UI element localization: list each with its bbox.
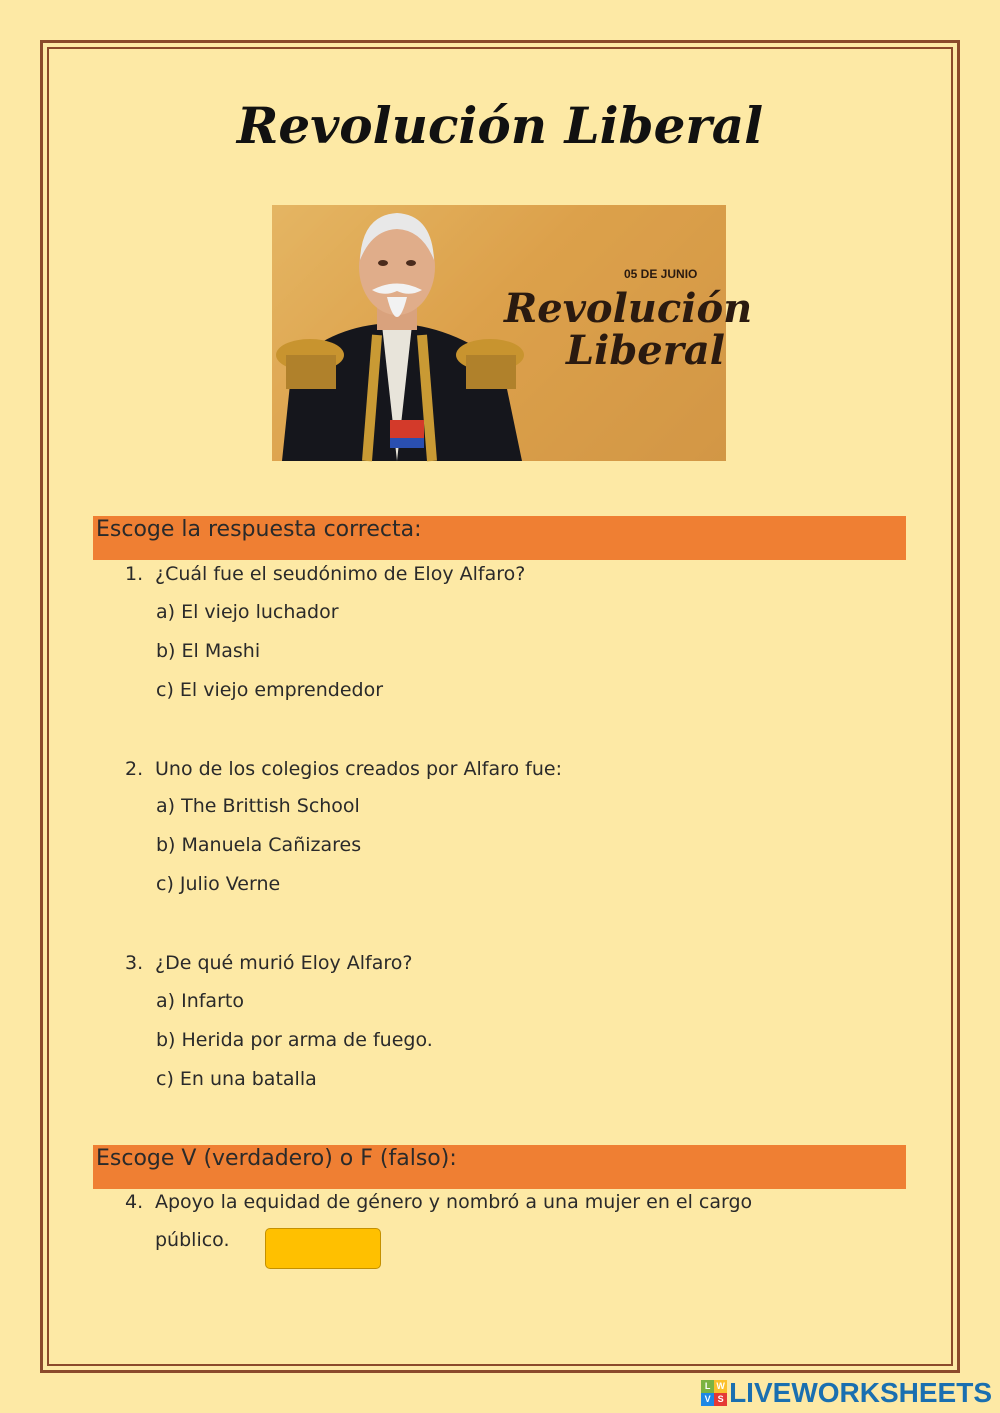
question-number: 2. (125, 758, 144, 780)
q2-option-c[interactable]: c) Julio Verne (156, 873, 281, 895)
q1-option-a[interactable]: a) El viejo luchador (156, 601, 339, 623)
hero-image (272, 205, 753, 461)
hero-title-line1: Revolución (504, 285, 753, 332)
q1-option-c[interactable]: c) El viejo emprendedor (156, 679, 384, 701)
question-number: 1. (125, 563, 144, 585)
question-number: 4. (125, 1191, 144, 1213)
brand-name: LIVEWORKSHEETS (729, 1377, 992, 1408)
question-text: ¿Cuál fue el seudónimo de Eloy Alfaro? (155, 563, 526, 585)
q3-option-b[interactable]: b) Herida por arma de fuego. (156, 1029, 433, 1051)
liveworksheets-icon: L W V S (701, 1380, 727, 1406)
question-number: 3. (125, 952, 144, 974)
hero-date: 05 DE JUNIO (624, 267, 698, 281)
liveworksheets-logo (701, 1377, 992, 1409)
page-title: Revolución Liberal (236, 96, 764, 155)
section-heading-text: Escoge V (verdadero) o F (falso): (96, 1146, 457, 1171)
section-heading-text: Escoge la respuesta correcta: (96, 517, 422, 542)
q1-option-b[interactable]: b) El Mashi (156, 640, 261, 662)
true-false-answer-box[interactable] (265, 1228, 381, 1269)
q2-option-a[interactable]: a) The Brittish School (156, 795, 360, 817)
hero-title-line2: Liberal (566, 327, 725, 374)
question-text: Uno de los colegios creados por Alfaro fue: (155, 758, 563, 780)
question-text: Apoyo la equidad de género y nombró a una mujer en el cargo (155, 1191, 753, 1213)
q3-option-a[interactable]: a) Infarto (156, 990, 244, 1012)
question-text: ¿De qué murió Eloy Alfaro? (155, 952, 413, 974)
question-4-continued: público. (155, 1229, 230, 1251)
q2-option-b[interactable]: b) Manuela Cañizares (156, 834, 362, 856)
section-heading-multiple-choice (93, 516, 906, 560)
q3-option-c[interactable]: c) En una batalla (156, 1068, 317, 1090)
section-heading-true-false (93, 1145, 906, 1189)
